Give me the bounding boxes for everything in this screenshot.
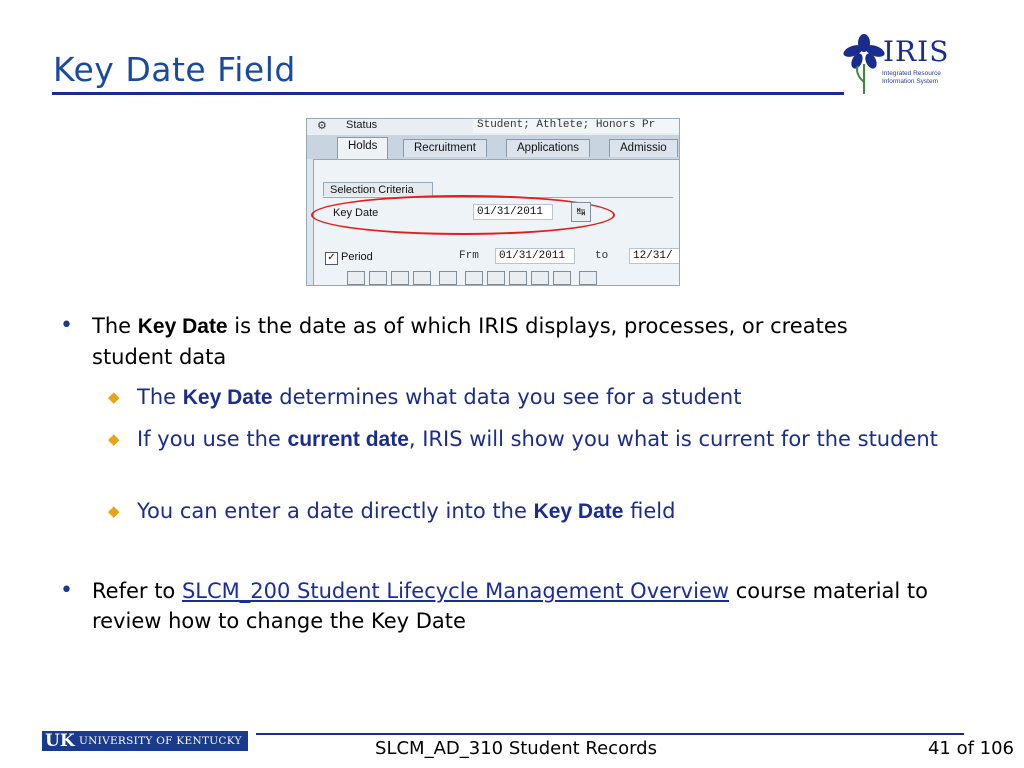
period-from-label: Frm	[459, 250, 479, 262]
period-label: Period	[341, 251, 373, 263]
tab-admissions[interactable]: Admissio	[609, 139, 678, 157]
delete-icon[interactable]	[413, 271, 431, 285]
edit-icon[interactable]	[369, 271, 387, 285]
tab-recruitment[interactable]: Recruitment	[403, 139, 487, 157]
uk-logo-text: UNIVERSITY OF KENTUCKY	[79, 735, 242, 747]
diamond-bullet-icon: ◆	[108, 388, 120, 406]
export-icon[interactable]	[487, 271, 505, 285]
period-to-field[interactable]: 12/31/	[629, 248, 680, 264]
uk-logo	[42, 731, 248, 751]
bullet-text: Refer to	[92, 579, 182, 603]
print-icon[interactable]	[465, 271, 483, 285]
key-date-label: Key Date	[333, 207, 379, 219]
subbullet-text: field	[623, 499, 676, 523]
tab-holds[interactable]: Holds	[337, 137, 388, 159]
diamond-bullet-icon: ◆	[108, 502, 120, 520]
holds-toolbar	[347, 271, 677, 286]
sort-icon[interactable]	[509, 271, 527, 285]
subbullet-text: If you use the	[137, 427, 288, 451]
iris-flower-icon	[842, 34, 886, 96]
period-from-field[interactable]: 01/31/2011	[495, 248, 575, 264]
diamond-bullet-icon: ◆	[108, 430, 120, 448]
current-date-term: current date	[287, 428, 409, 451]
uk-logo-mark: UK	[45, 731, 75, 751]
more-icon[interactable]	[579, 271, 597, 285]
slcm-200-course-link[interactable]: SLCM_200 Student Lifecycle Management Overview	[181, 579, 730, 603]
bullet-refer-to-course	[60, 576, 930, 636]
title-divider	[52, 92, 844, 95]
footer-page-number: 41 of 106	[927, 738, 1014, 759]
create-icon[interactable]	[347, 271, 365, 285]
bullet-dot-icon: •	[60, 313, 73, 338]
iris-subtitle-line1: Integrated Resource	[882, 70, 941, 77]
subbullet-determines-data	[108, 382, 948, 413]
footer-divider	[256, 733, 964, 735]
key-date-change-button[interactable]: ↹	[571, 202, 591, 222]
refresh-icon[interactable]	[439, 271, 457, 285]
subbullet-text: The	[137, 385, 183, 409]
key-date-field[interactable]: 01/31/2011	[473, 204, 553, 220]
subbullet-text: , IRIS will show you what is current for the student	[408, 427, 938, 451]
filter-icon[interactable]	[553, 271, 571, 285]
tab-applications[interactable]: Applications	[506, 139, 590, 157]
footer-course-title: SLCM_AD_310 Student Records	[375, 738, 657, 759]
key-date-term: Key Date	[533, 500, 624, 523]
period-checkbox[interactable]: ✓	[325, 252, 338, 265]
subbullet-current-date	[108, 424, 948, 455]
display-icon[interactable]	[391, 271, 409, 285]
subbullet-text: You can enter a date directly into the	[137, 499, 534, 523]
bullet-text: is the date as of which IRIS displays, processes, or creates student data	[92, 314, 848, 369]
bullet-key-date-definition	[60, 311, 930, 372]
period-to-label: to	[595, 250, 609, 262]
sap-screenshot	[306, 118, 680, 286]
status-icon: ⚙	[317, 120, 327, 132]
selection-criteria-label: Selection Criteria	[323, 182, 433, 196]
iris-subtitle-line2: Information System	[882, 78, 938, 85]
iris-wordmark: IRIS	[883, 35, 950, 68]
status-label: Status	[346, 119, 378, 131]
subbullet-enter-date	[108, 496, 948, 527]
bullet-text: The	[92, 314, 138, 338]
key-date-term: Key Date	[182, 386, 273, 409]
layout-icon[interactable]	[531, 271, 549, 285]
status-value: Student; Athlete; Honors Pr	[473, 119, 680, 133]
bullet-text: course material to review how to change the Key Date	[92, 579, 929, 633]
slide-title: Key Date Field	[53, 50, 296, 89]
key-date-term: Key Date	[137, 315, 228, 338]
bullet-dot-icon: •	[60, 578, 73, 603]
subbullet-text: determines what data you see for a student	[272, 385, 742, 409]
